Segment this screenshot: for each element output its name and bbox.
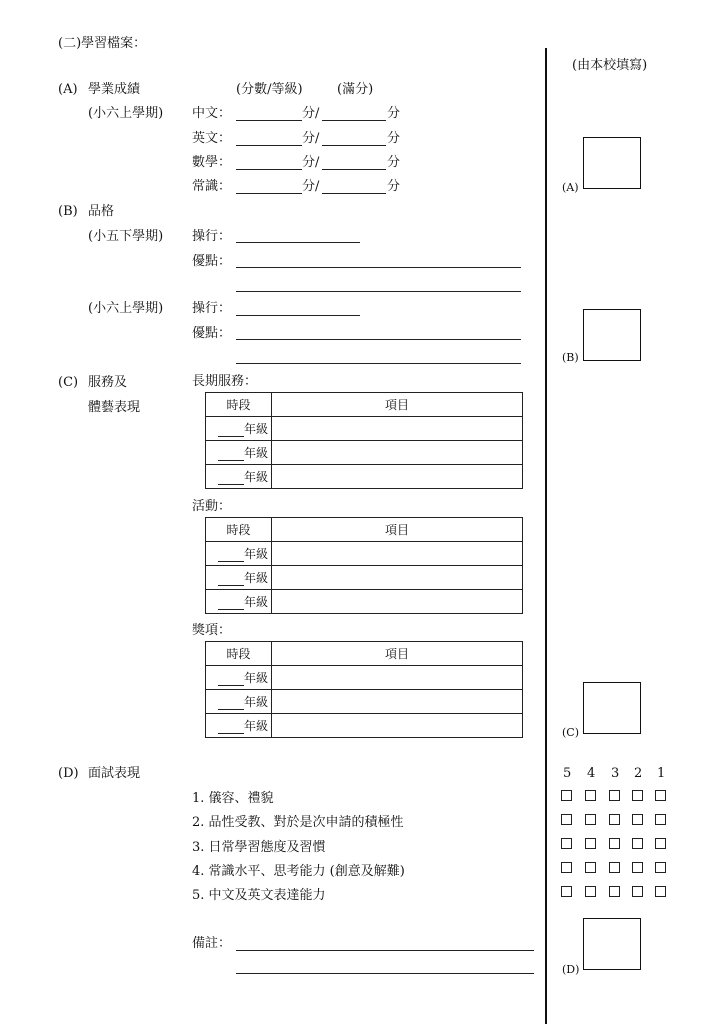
- rating-checkbox[interactable]: [585, 886, 596, 897]
- grade-blank[interactable]: [218, 573, 244, 586]
- rating-checkbox[interactable]: [655, 886, 666, 897]
- long-term-service-title: 長期服務：: [192, 374, 258, 389]
- rating-scale-4: 4: [587, 766, 596, 781]
- item-cell[interactable]: [272, 690, 523, 714]
- period-cell[interactable]: [206, 690, 272, 714]
- rating-checkbox[interactable]: [632, 838, 643, 849]
- merits-label: 優點：: [192, 326, 232, 341]
- grade-label: 年級: [243, 671, 268, 685]
- period-cell[interactable]: [206, 590, 272, 614]
- full-score-unit: 分: [387, 155, 401, 170]
- merits-field[interactable]: [236, 267, 521, 268]
- grade-label: 年級: [243, 571, 268, 585]
- rating-scale-5: 5: [563, 766, 572, 781]
- section-b-label: (B): [58, 204, 78, 219]
- subject-label: 數學：: [192, 155, 232, 170]
- criteria-item: 5. 中文及英文表達能力: [192, 888, 326, 903]
- table-header-row: [206, 518, 523, 542]
- score-field[interactable]: [236, 145, 302, 146]
- table-row: [206, 441, 523, 465]
- table-row: [206, 465, 523, 489]
- period-header: 時段: [206, 518, 272, 542]
- score-unit-slash: 分/: [302, 155, 320, 170]
- table-row: [206, 590, 523, 614]
- period-cell[interactable]: [206, 566, 272, 590]
- remarks-field[interactable]: [236, 950, 534, 951]
- section-a-label: (A): [58, 82, 78, 97]
- period-cell[interactable]: [206, 666, 272, 690]
- grade-blank[interactable]: [218, 597, 244, 610]
- table-row: [206, 714, 523, 738]
- table-header-row: [206, 642, 523, 666]
- score-column-header: (分數/等級): [236, 82, 303, 97]
- rating-checkbox[interactable]: [609, 790, 620, 801]
- awards-title: 獎項：: [192, 623, 232, 638]
- section-c-title-line-1: 服務及: [88, 375, 128, 390]
- full-score-unit: 分: [387, 179, 401, 194]
- remarks-field-line-2[interactable]: [236, 973, 534, 974]
- rating-checkbox[interactable]: [632, 790, 643, 801]
- full-score-field[interactable]: [322, 169, 386, 170]
- rating-checkbox[interactable]: [561, 886, 572, 897]
- period-header: 時段: [206, 393, 272, 417]
- merits-label: 優點：: [192, 254, 232, 269]
- score-box-d[interactable]: [583, 918, 641, 970]
- criteria-item: 3. 日常學習態度及習慣: [192, 840, 326, 855]
- table-row: [206, 690, 523, 714]
- rating-checkbox[interactable]: [632, 814, 643, 825]
- score-box-label-a: (A): [562, 181, 579, 194]
- long-term-service-table: [205, 392, 523, 489]
- score-field[interactable]: [236, 193, 302, 194]
- rating-checkbox[interactable]: [655, 790, 666, 801]
- item-cell[interactable]: [272, 714, 523, 738]
- merits-field-line-2[interactable]: [236, 363, 521, 364]
- grade-label: 年級: [243, 695, 268, 709]
- conduct-field[interactable]: [236, 242, 360, 243]
- table-row: [206, 566, 523, 590]
- activities-table: [205, 517, 523, 614]
- rating-checkbox[interactable]: [632, 886, 643, 897]
- score-box-label-d: (D): [562, 963, 580, 976]
- item-cell[interactable]: [272, 666, 523, 690]
- conduct-field[interactable]: [236, 315, 360, 316]
- rating-checkbox[interactable]: [609, 814, 620, 825]
- subject-label: 中文：: [192, 106, 232, 121]
- item-cell[interactable]: [272, 417, 523, 441]
- period-cell[interactable]: [206, 465, 272, 489]
- period-cell[interactable]: [206, 542, 272, 566]
- score-unit-slash: 分/: [302, 179, 320, 194]
- period-cell[interactable]: [206, 417, 272, 441]
- item-header: 項目: [272, 518, 523, 542]
- score-unit-slash: 分/: [302, 131, 320, 146]
- rating-checkbox[interactable]: [585, 790, 596, 801]
- score-field[interactable]: [236, 120, 302, 121]
- full-score-field[interactable]: [322, 120, 386, 121]
- item-header: 項目: [272, 642, 523, 666]
- grade-blank[interactable]: [218, 549, 244, 562]
- table-row: [206, 542, 523, 566]
- item-cell[interactable]: [272, 566, 523, 590]
- rating-checkbox[interactable]: [561, 790, 572, 801]
- grade-label: 年級: [243, 446, 268, 460]
- table-row: [206, 666, 523, 690]
- rating-scale-1: 1: [657, 766, 666, 781]
- section-c-label: (C): [58, 375, 79, 390]
- score-box-label-c: (C): [562, 726, 579, 739]
- criteria-item: 4. 常識水平、思考能力 (創意及解難): [192, 864, 405, 879]
- period-cell[interactable]: [206, 714, 272, 738]
- item-cell[interactable]: [272, 542, 523, 566]
- section-d-title: 面試表現: [88, 766, 141, 781]
- section-title: (二)學習檔案：: [58, 36, 147, 51]
- subject-label: 英文：: [192, 131, 232, 146]
- section-a-title: 學業成績: [88, 82, 141, 97]
- section-b-term-2: (小六上學期): [88, 301, 164, 316]
- grade-blank[interactable]: [218, 721, 244, 734]
- criteria-item: 1. 儀容、禮貌: [192, 791, 274, 806]
- item-cell[interactable]: [272, 465, 523, 489]
- rating-checkbox[interactable]: [585, 862, 596, 873]
- merits-field-line-2[interactable]: [236, 291, 521, 292]
- grade-label: 年級: [243, 470, 268, 484]
- grade-label: 年級: [243, 595, 268, 609]
- school-use-label: (由本校填寫): [572, 58, 648, 73]
- grade-blank[interactable]: [218, 472, 244, 485]
- grade-label: 年級: [243, 422, 268, 436]
- grade-blank[interactable]: [218, 448, 244, 461]
- awards-table: [205, 641, 523, 738]
- score-box-a[interactable]: [583, 137, 641, 189]
- rating-checkbox[interactable]: [585, 814, 596, 825]
- score-box-label-b: (B): [562, 351, 579, 364]
- subject-label: 常識：: [192, 179, 232, 194]
- rating-checkbox[interactable]: [561, 862, 572, 873]
- rating-checkbox[interactable]: [655, 862, 666, 873]
- rating-checkbox[interactable]: [655, 814, 666, 825]
- criteria-item: 2. 品性受教、對於是次申請的積極性: [192, 815, 404, 830]
- rating-checkbox[interactable]: [561, 814, 572, 825]
- period-cell[interactable]: [206, 441, 272, 465]
- period-header: 時段: [206, 642, 272, 666]
- item-cell[interactable]: [272, 441, 523, 465]
- score-box-c[interactable]: [583, 682, 641, 734]
- grade-blank[interactable]: [218, 697, 244, 710]
- merits-field[interactable]: [236, 339, 521, 340]
- conduct-label: 操行：: [192, 229, 232, 244]
- section-c-title-line-2: 體藝表現: [88, 400, 141, 415]
- rating-checkbox[interactable]: [609, 838, 620, 849]
- activities-title: 活動：: [192, 499, 232, 514]
- rating-checkbox[interactable]: [632, 862, 643, 873]
- score-box-b[interactable]: [583, 309, 641, 361]
- rating-scale-3: 3: [611, 766, 620, 781]
- grade-label: 年級: [243, 547, 268, 561]
- grade-label: 年級: [243, 719, 268, 733]
- full-score-unit: 分: [387, 131, 401, 146]
- full-score-unit: 分: [387, 106, 401, 121]
- rating-checkbox[interactable]: [585, 838, 596, 849]
- full-score-field[interactable]: [322, 193, 386, 194]
- table-row: [206, 417, 523, 441]
- score-field[interactable]: [236, 169, 302, 170]
- item-cell[interactable]: [272, 590, 523, 614]
- rating-checkbox[interactable]: [655, 838, 666, 849]
- rating-scale-2: 2: [634, 766, 643, 781]
- grade-blank[interactable]: [218, 673, 244, 686]
- full-score-field[interactable]: [322, 145, 386, 146]
- section-d-label: (D): [58, 766, 79, 781]
- section-b-term-1: (小五下學期): [88, 229, 164, 244]
- remarks-label: 備註：: [192, 936, 232, 951]
- section-a-term: (小六上學期): [88, 106, 164, 121]
- rating-checkbox[interactable]: [561, 838, 572, 849]
- grade-blank[interactable]: [218, 424, 244, 437]
- column-divider: [545, 48, 547, 1024]
- conduct-label: 操行：: [192, 301, 232, 316]
- table-header-row: [206, 393, 523, 417]
- rating-checkbox[interactable]: [609, 886, 620, 897]
- rating-checkbox[interactable]: [609, 862, 620, 873]
- item-header: 項目: [272, 393, 523, 417]
- score-unit-slash: 分/: [302, 106, 320, 121]
- full-score-column-header: (滿分): [337, 82, 374, 97]
- section-b-title: 品格: [88, 204, 115, 219]
